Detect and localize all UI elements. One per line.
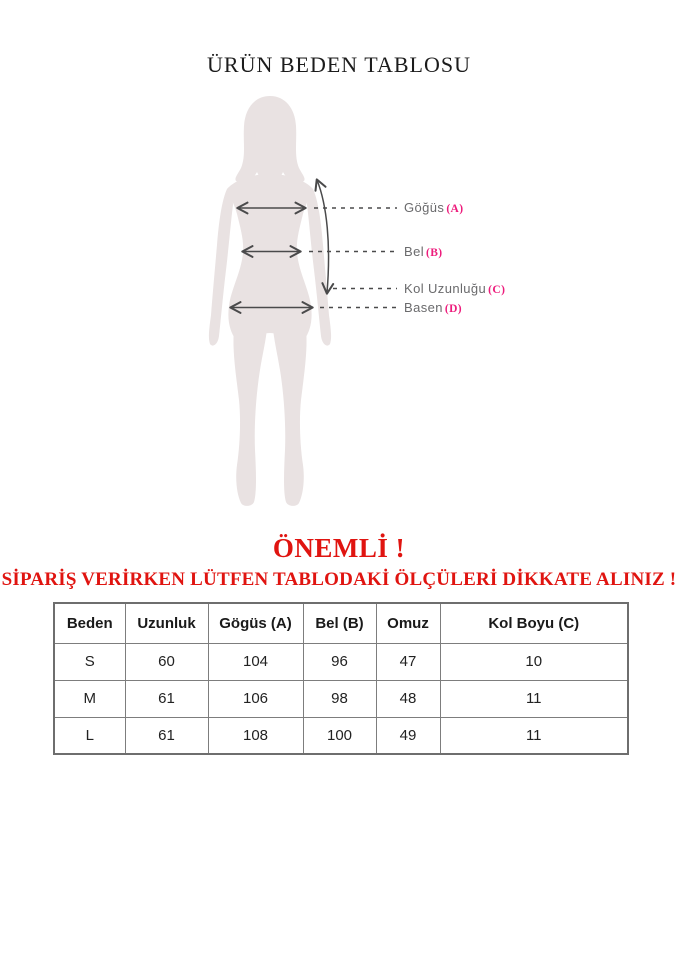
body-measurement-diagram	[195, 85, 410, 515]
table-cell: 98	[303, 680, 376, 717]
table-cell: 104	[208, 643, 303, 680]
column-header-gogus: Gögüs (A)	[208, 603, 303, 643]
measurement-label-text: Göğüs	[404, 200, 445, 215]
measurement-code: (C)	[488, 284, 506, 296]
table-cell: M	[54, 680, 125, 717]
table-cell: 48	[376, 680, 440, 717]
measurement-label-gogus	[404, 200, 463, 217]
column-header-omuz: Omuz	[376, 603, 440, 643]
table-cell: 47	[376, 643, 440, 680]
notice-heading: ÖNEMLİ !	[272, 533, 406, 563]
table-cell: 106	[208, 680, 303, 717]
body-silhouette	[209, 96, 331, 506]
table-cell: S	[54, 643, 125, 680]
table-cell: 108	[208, 717, 303, 754]
size-row-s	[54, 643, 628, 680]
measurement-label-basen	[404, 300, 462, 317]
measurement-label-bel	[404, 244, 443, 261]
table-cell: 11	[440, 717, 628, 754]
table-cell: 61	[125, 680, 208, 717]
size-row-l	[54, 717, 628, 754]
measurement-label-text: Kol Uzunluğu	[404, 281, 487, 296]
table-cell: 60	[125, 643, 208, 680]
table-cell: 49	[376, 717, 440, 754]
table-cell: 100	[303, 717, 376, 754]
table-cell: 61	[125, 717, 208, 754]
column-header-kol-boyu: Kol Boyu (C)	[440, 603, 628, 643]
notice-subheading: SİPARİŞ VERİRKEN LÜTFEN TABLODAKİ ÖLÇÜLERİ DİKKATE ALINIZ !	[1, 569, 677, 590]
size-table-header-row	[54, 603, 628, 643]
measurement-code: (A)	[446, 203, 464, 215]
measurement-code: (D)	[444, 303, 463, 315]
column-header-beden: Beden	[54, 603, 125, 643]
table-cell: 11	[440, 680, 628, 717]
table-cell: 96	[303, 643, 376, 680]
measurement-label-text: Basen	[404, 300, 443, 315]
measurement-label-text: Bel	[404, 244, 424, 259]
table-cell: 10	[440, 643, 628, 680]
page-title: ÜRÜN BEDEN TABLOSU	[207, 52, 471, 77]
measurement-code: (B)	[426, 247, 443, 259]
column-header-uzunluk: Uzunluk	[125, 603, 208, 643]
measurement-label-kol-uzunlugu	[404, 281, 505, 298]
column-header-bel: Bel (B)	[303, 603, 376, 643]
size-row-m	[54, 680, 628, 717]
left-leg-silhouette	[233, 328, 267, 506]
torso-silhouette	[227, 174, 313, 342]
right-leg-silhouette	[273, 328, 307, 506]
size-table	[53, 602, 629, 755]
table-cell: L	[54, 717, 125, 754]
